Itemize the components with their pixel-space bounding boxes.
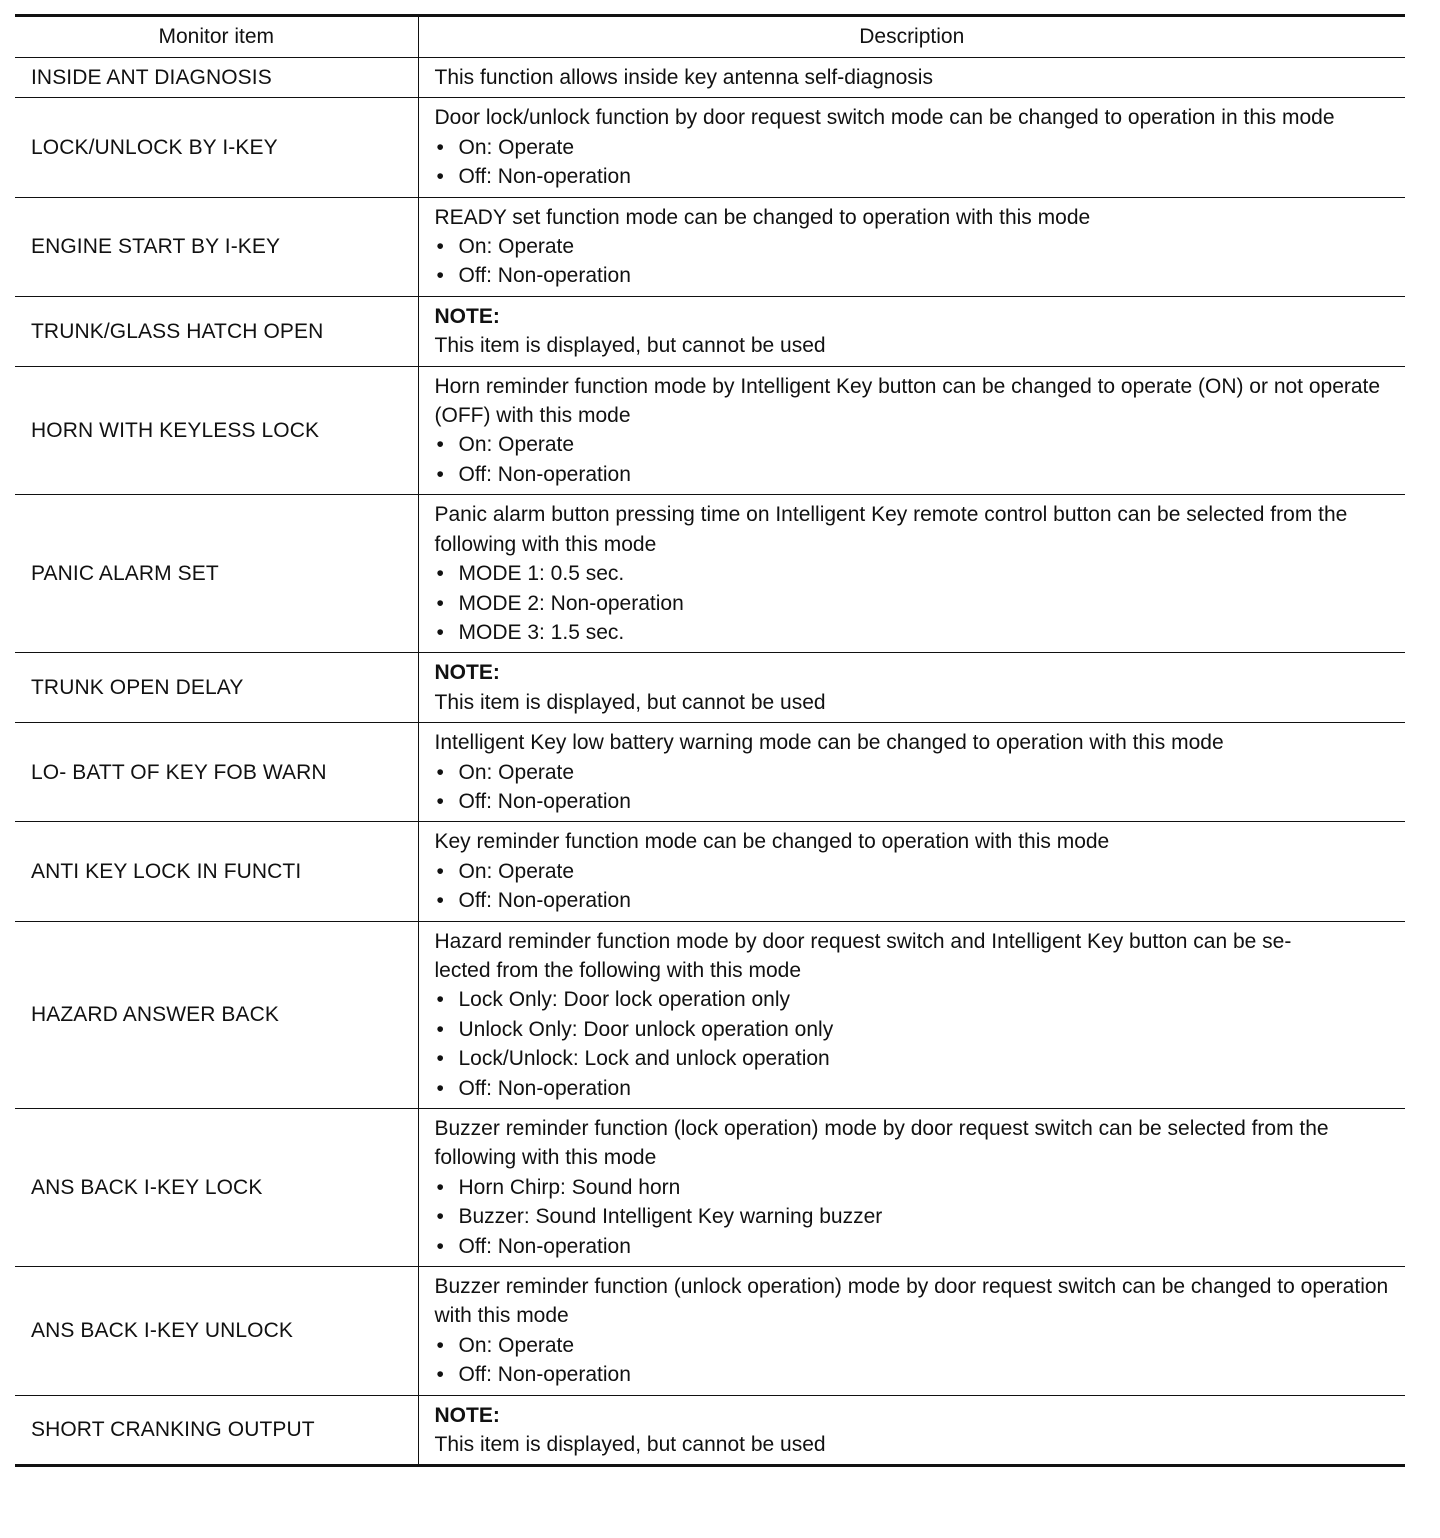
description-text: This function allows inside key antenna self-diagnosis <box>434 66 933 89</box>
option-list-item: • MODE 2: Non-operation <box>435 589 1396 618</box>
table-row <box>15 296 1405 366</box>
description-text: Door lock/unlock function by door request switch mode can be changed to operation in this mode <box>434 106 1335 130</box>
option-list-item: • On: Operate <box>435 758 1396 787</box>
option-list-item: • Off: Non-operation <box>435 1074 1396 1103</box>
option-list-item: • Off: Non-operation <box>435 787 1396 816</box>
option-list <box>435 430 1396 489</box>
option-list-item: • On: Operate <box>435 430 1396 459</box>
option-list-item: • On: Operate <box>435 133 1396 162</box>
monitor-item-cell: SHORT CRANKING OUTPUT <box>15 1395 418 1466</box>
description-cell <box>418 58 1405 98</box>
monitor-item-cell: ANS BACK I-KEY LOCK <box>15 1109 418 1267</box>
option-list-item: • Lock/Unlock: Lock and unlock operation <box>435 1044 1396 1073</box>
option-list-item: • Off: Non-operation <box>435 886 1396 915</box>
description-text: Hazard reminder function mode by door request switch and Intelligent Key button can be se- <box>434 929 1292 953</box>
monitor-item-cell: TRUNK/GLASS HATCH OPEN <box>15 296 418 366</box>
monitor-item-cell: LO- BATT OF KEY FOB WARN <box>15 723 418 822</box>
description-text: Key reminder function mode can be changed to operation with this mode <box>434 830 1110 854</box>
description-cell <box>418 1395 1405 1466</box>
description-text: Buzzer reminder function (lock operation) mode by door request switch can be selected from the following with this mode <box>434 1117 1329 1170</box>
monitor-item-cell: ANS BACK I-KEY UNLOCK <box>15 1267 418 1396</box>
option-list <box>435 559 1396 647</box>
header-description: Description <box>418 16 1405 58</box>
description-cell <box>418 98 1405 197</box>
monitor-item-cell: ENGINE START BY I-KEY <box>15 197 418 296</box>
option-list-item: • Off: Non-operation <box>435 460 1396 489</box>
header-monitor-item: Monitor item <box>15 16 418 58</box>
description-cell <box>418 723 1405 822</box>
description-cell <box>418 822 1405 921</box>
monitor-item-cell: HAZARD ANSWER BACK <box>15 921 418 1108</box>
table-row <box>15 366 1405 495</box>
monitor-item-cell: TRUNK OPEN DELAY <box>15 653 418 723</box>
description-cell <box>418 653 1405 723</box>
description-text: lected from the following with this mode <box>434 958 802 982</box>
description-cell <box>418 197 1405 296</box>
option-list <box>435 1331 1396 1390</box>
monitor-item-cell: INSIDE ANT DIAGNOSIS <box>15 58 418 98</box>
description-text: Panic alarm button pressing time on Intelligent Key remote control button can be selected from the following with this mode <box>434 503 1348 556</box>
description-text: Horn reminder function mode by Intelligent Key button can be changed to operate (ON) or not operate (OFF) with this mode <box>434 374 1381 428</box>
option-list-item: • Buzzer: Sound Intelligent Key warning buzzer <box>435 1202 1396 1231</box>
description-cell <box>418 495 1405 653</box>
monitor-item-cell: PANIC ALARM SET <box>15 495 418 653</box>
description-text: This item is displayed, but cannot be used <box>434 1433 826 1457</box>
table-row <box>15 495 1405 653</box>
description-text: Buzzer reminder function (unlock operation) mode by door request switch can be changed to operation with this mode <box>434 1275 1389 1328</box>
option-list-item: • Off: Non-operation <box>435 261 1396 290</box>
option-list-item: • Off: Non-operation <box>435 1360 1396 1389</box>
description-cell <box>418 1267 1405 1396</box>
option-list-item: • Off: Non-operation <box>435 1232 1396 1261</box>
description-text: This item is displayed, but cannot be used <box>434 334 826 358</box>
table-row <box>15 58 1405 98</box>
table-row <box>15 921 1405 1108</box>
option-list <box>435 133 1396 192</box>
option-list-item: • MODE 1: 0.5 sec. <box>435 559 1396 588</box>
option-list-item: • Lock Only: Door lock operation only <box>435 985 1396 1014</box>
option-list <box>435 985 1396 1103</box>
table-row <box>15 1395 1405 1466</box>
description-text: This item is displayed, but cannot be used <box>434 690 826 714</box>
table-row <box>15 1109 1405 1267</box>
description-cell <box>418 921 1405 1108</box>
option-list <box>435 232 1396 291</box>
option-list <box>435 758 1396 817</box>
option-list-item: • On: Operate <box>435 857 1396 886</box>
option-list-item: • On: Operate <box>435 1331 1396 1360</box>
monitor-item-cell: HORN WITH KEYLESS LOCK <box>15 366 418 495</box>
option-list <box>435 1173 1396 1261</box>
description-cell <box>418 366 1405 495</box>
table-row <box>15 822 1405 921</box>
note-label: NOTE: <box>434 661 500 685</box>
table-row <box>15 98 1405 197</box>
option-list-item: • Horn Chirp: Sound horn <box>435 1173 1396 1202</box>
note-label: NOTE: <box>434 1403 500 1427</box>
table-row <box>15 723 1405 822</box>
table-row <box>15 1267 1405 1396</box>
option-list-item: • On: Operate <box>435 232 1396 261</box>
description-cell <box>418 1109 1405 1267</box>
table-row <box>15 197 1405 296</box>
description-text: READY set function mode can be changed to operation with this mode <box>434 205 1091 229</box>
description-text: Intelligent Key low battery warning mode can be changed to operation with this mode <box>434 731 1224 755</box>
option-list <box>435 857 1396 916</box>
monitor-item-table <box>15 14 1405 1467</box>
monitor-item-cell: ANTI KEY LOCK IN FUNCTI <box>15 822 418 921</box>
option-list-item: • Unlock Only: Door unlock operation only <box>435 1015 1396 1044</box>
description-cell <box>418 296 1405 366</box>
table-header-row <box>15 16 1405 58</box>
note-label: NOTE: <box>434 304 500 328</box>
table-row <box>15 653 1405 723</box>
option-list-item: • MODE 3: 1.5 sec. <box>435 618 1396 647</box>
option-list-item: • Off: Non-operation <box>435 162 1396 191</box>
monitor-item-cell: LOCK/UNLOCK BY I-KEY <box>15 98 418 197</box>
